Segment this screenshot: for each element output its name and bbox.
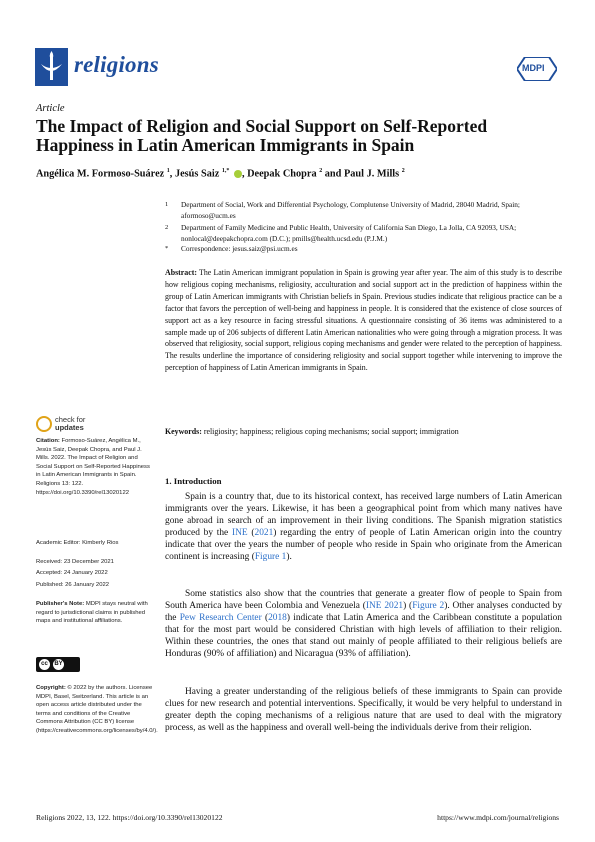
- page-footer: [36, 813, 559, 822]
- cc-by-license-badge[interactable]: [36, 657, 80, 672]
- check-for-updates-button[interactable]: [36, 414, 154, 436]
- published-date: Published: 26 January 2022: [36, 582, 110, 588]
- check-updates-line2: updates: [55, 423, 84, 432]
- citation-text[interactable]: Formoso-Suárez, Angélica M., Jesús Saiz, Deepak Chopra, and Paul J. Mills. 2022. The Impact of Religion and Social Support on Self-Reported Happiness in Latin American Immigrants in Spain. Religions 13: 122. https://doi.org/10.3390/rel13020122: [36, 438, 150, 496]
- affiliation-number: 1: [165, 201, 169, 208]
- keywords-label: Keywords:: [165, 427, 202, 436]
- body-paragraph: [165, 686, 562, 734]
- section-heading: 1. Introduction: [165, 476, 222, 486]
- paragraph-text: ) (: [403, 601, 413, 612]
- figure-link[interactable]: Figure 1: [254, 552, 287, 563]
- citation-label: Citation:: [36, 438, 60, 444]
- paragraph-text: ) indicate that Latin America and the Caribbean constitute a population that for the most part would be considered Christian with high levels of affiliation to their religion. Within these countries, the ones that stand out mainly of people affiliated to their religious beliefs are Honduras (90% of affiliation) and Nicaragua (93% of affiliation).: [165, 613, 562, 660]
- abstract-label: Abstract:: [165, 268, 197, 277]
- publisher-note: [36, 600, 154, 626]
- orcid-icon[interactable]: [234, 170, 242, 178]
- affiliation-number: 2: [165, 224, 169, 232]
- paragraph-text: ).: [286, 552, 292, 563]
- mdpi-logo-text: MDPI: [522, 63, 545, 73]
- affiliation-number: *: [165, 245, 169, 253]
- author-affil-sup: 2: [319, 168, 323, 174]
- cross-flame-icon: [35, 48, 68, 86]
- author-name[interactable]: Angélica M. Formoso-Suárez: [36, 168, 165, 180]
- citation-block: [36, 437, 154, 497]
- footer-journal-url[interactable]: https://www.mdpi.com/journal/religions: [437, 813, 559, 822]
- paragraph-text: Having a greater understanding of the religious beliefs of these immigrants to Spain can provide clues for new research and potential interventions. Specifically, it would be very helpful to understand in greater depth the coping mechanisms of a religious nature that are used to deal with the migratory process, as well as the happiness and overall well-being the individuals derive from their religion.: [165, 687, 562, 734]
- paragraph-text: Some statistics also show that the countries that generate a greater flow of people to Spain from South America have been Colombia and Venezuela (: [165, 589, 562, 612]
- journal-logo-icon: [35, 48, 68, 86]
- cc-icon: cc: [39, 659, 50, 670]
- author-name[interactable]: Jesús Saiz: [174, 168, 220, 180]
- affiliation-item: [165, 223, 565, 244]
- author-affil-sup: 1: [166, 168, 170, 174]
- body-paragraph: [165, 491, 562, 564]
- citation-link[interactable]: Pew Research Center: [179, 613, 262, 624]
- keywords-text: religiosity; happiness; religious coping mechanisms; social support; immigration: [203, 427, 459, 436]
- citation-link[interactable]: 2018: [268, 613, 287, 624]
- copyright-block: [36, 684, 158, 736]
- abstract-text: The Latin American immigrant population in Spain is growing year after year. The aim of this study is to describe how religious coping mechanisms, religiosity, acculturation and social support act in the prediction of happiness within the group of Latin American immigrants with Christian beliefs in Spain. Previous studies indicate that religious practice can be a factor that favors the perception of well-being and happiness in people. It is considered that the existence of close sources of support act as a key resource in facing stressful situations. A questionnaire consisting of 36 items was administered to a sample made up of 206 subjects of different Latin American nationalities who were going through a migration process. It was observed that religiosity, social support, religious coping mechanisms and gender were related to the perception of happiness. The results underline the importance of considering religiosity and social support together while intervening to improve the perception of happiness of Latin American immigrants in Spain.: [165, 268, 562, 373]
- publisher-note-text: MDPI stays neutral with regard to jurisdictional claims in published maps and institutional affiliations.: [36, 601, 148, 625]
- citation-link[interactable]: 2021: [254, 528, 274, 539]
- received-date: Received: 23 December 2021: [36, 559, 114, 565]
- affiliation-text: Department of Social, Work and Differential Psychology, Complutense University of Madrid, 28040 Madrid, Spain; aformoso@ucm.es: [181, 200, 520, 220]
- academic-editor: Academic Editor: Kimberly Rios: [36, 540, 119, 546]
- author-list: Angélica M. Formoso-Suárez $^1$, Jesús Saiz $^{1,*}$ , Deepak Chopra $^2$ and Paul J. Mills $^2$: [36, 168, 405, 180]
- affiliation-item: [165, 244, 565, 255]
- affiliation-text: Department of Family Medicine and Public Health, University of California San Diego, La Jolla, CA 92093, USA; nonlocal@deepakchopra.com (D.C.); pmills@health.ucsd.edu (P.J.M.): [181, 223, 517, 243]
- check-updates-icon: [36, 416, 52, 432]
- affiliations: [165, 200, 565, 255]
- abstract: [165, 267, 562, 374]
- by-icon: BY: [53, 659, 64, 670]
- paragraph-text: Spain is a country that, due to its historical context, has received large numbers of Latin American immigrants over the years. Likewise, it has been a geographical point from which many natives have gone abroad in search of an improvement in their living conditions. The Spanish migration statistics produced by the: [165, 492, 562, 539]
- paragraph-text: (: [247, 528, 255, 539]
- author-name[interactable]: Deepak Chopra: [247, 168, 317, 180]
- copyright-text: © 2022 by the authors. Licensee MDPI, Basel, Switzerland. This article is an open access article distributed under the terms and conditions of the Creative Commons Attribution (CC BY) license (https://creativecommons.org/licenses/by/4.0/).: [36, 685, 158, 734]
- copyright-label: Copyright:: [36, 685, 66, 691]
- article-type: Article: [36, 103, 65, 114]
- accepted-date: Accepted: 24 January 2022: [36, 570, 108, 576]
- paragraph-text: ). Other analyses conducted by the: [165, 601, 563, 624]
- check-updates-line1: check for: [55, 415, 86, 424]
- citation-link[interactable]: INE: [231, 528, 248, 539]
- footer-citation[interactable]: Religions 2022, 13, 122. https://doi.org/10.3390/rel13020122: [36, 813, 223, 822]
- citation-link[interactable]: INE 2021: [365, 601, 404, 612]
- author-name[interactable]: Paul J. Mills: [343, 168, 400, 180]
- correspondence-text[interactable]: Correspondence: jesus.saiz@psi.ucm.es: [181, 244, 298, 254]
- paragraph-text: (: [261, 613, 269, 624]
- figure-link[interactable]: Figure 2: [412, 601, 445, 612]
- author-affil-sup: 1,*: [221, 168, 230, 174]
- keywords: [165, 426, 562, 438]
- publisher-note-label: Publisher's Note:: [36, 601, 85, 607]
- author-affil-sup: 2: [401, 168, 405, 174]
- paragraph-text: ) regarding the entry of people of Latin American origin into the country indicate that over the years the number of people who reside in Spain who originate from the American continent is increasing (: [165, 528, 562, 563]
- body-paragraph: [165, 588, 562, 661]
- mdpi-logo[interactable]: [517, 57, 557, 81]
- affiliation-item: [165, 200, 565, 221]
- journal-name: religions: [74, 52, 159, 77]
- article-title: The Impact of Religion and Social Support on Self-Reported Happiness in Latin American Immigrants in Spain: [36, 116, 488, 155]
